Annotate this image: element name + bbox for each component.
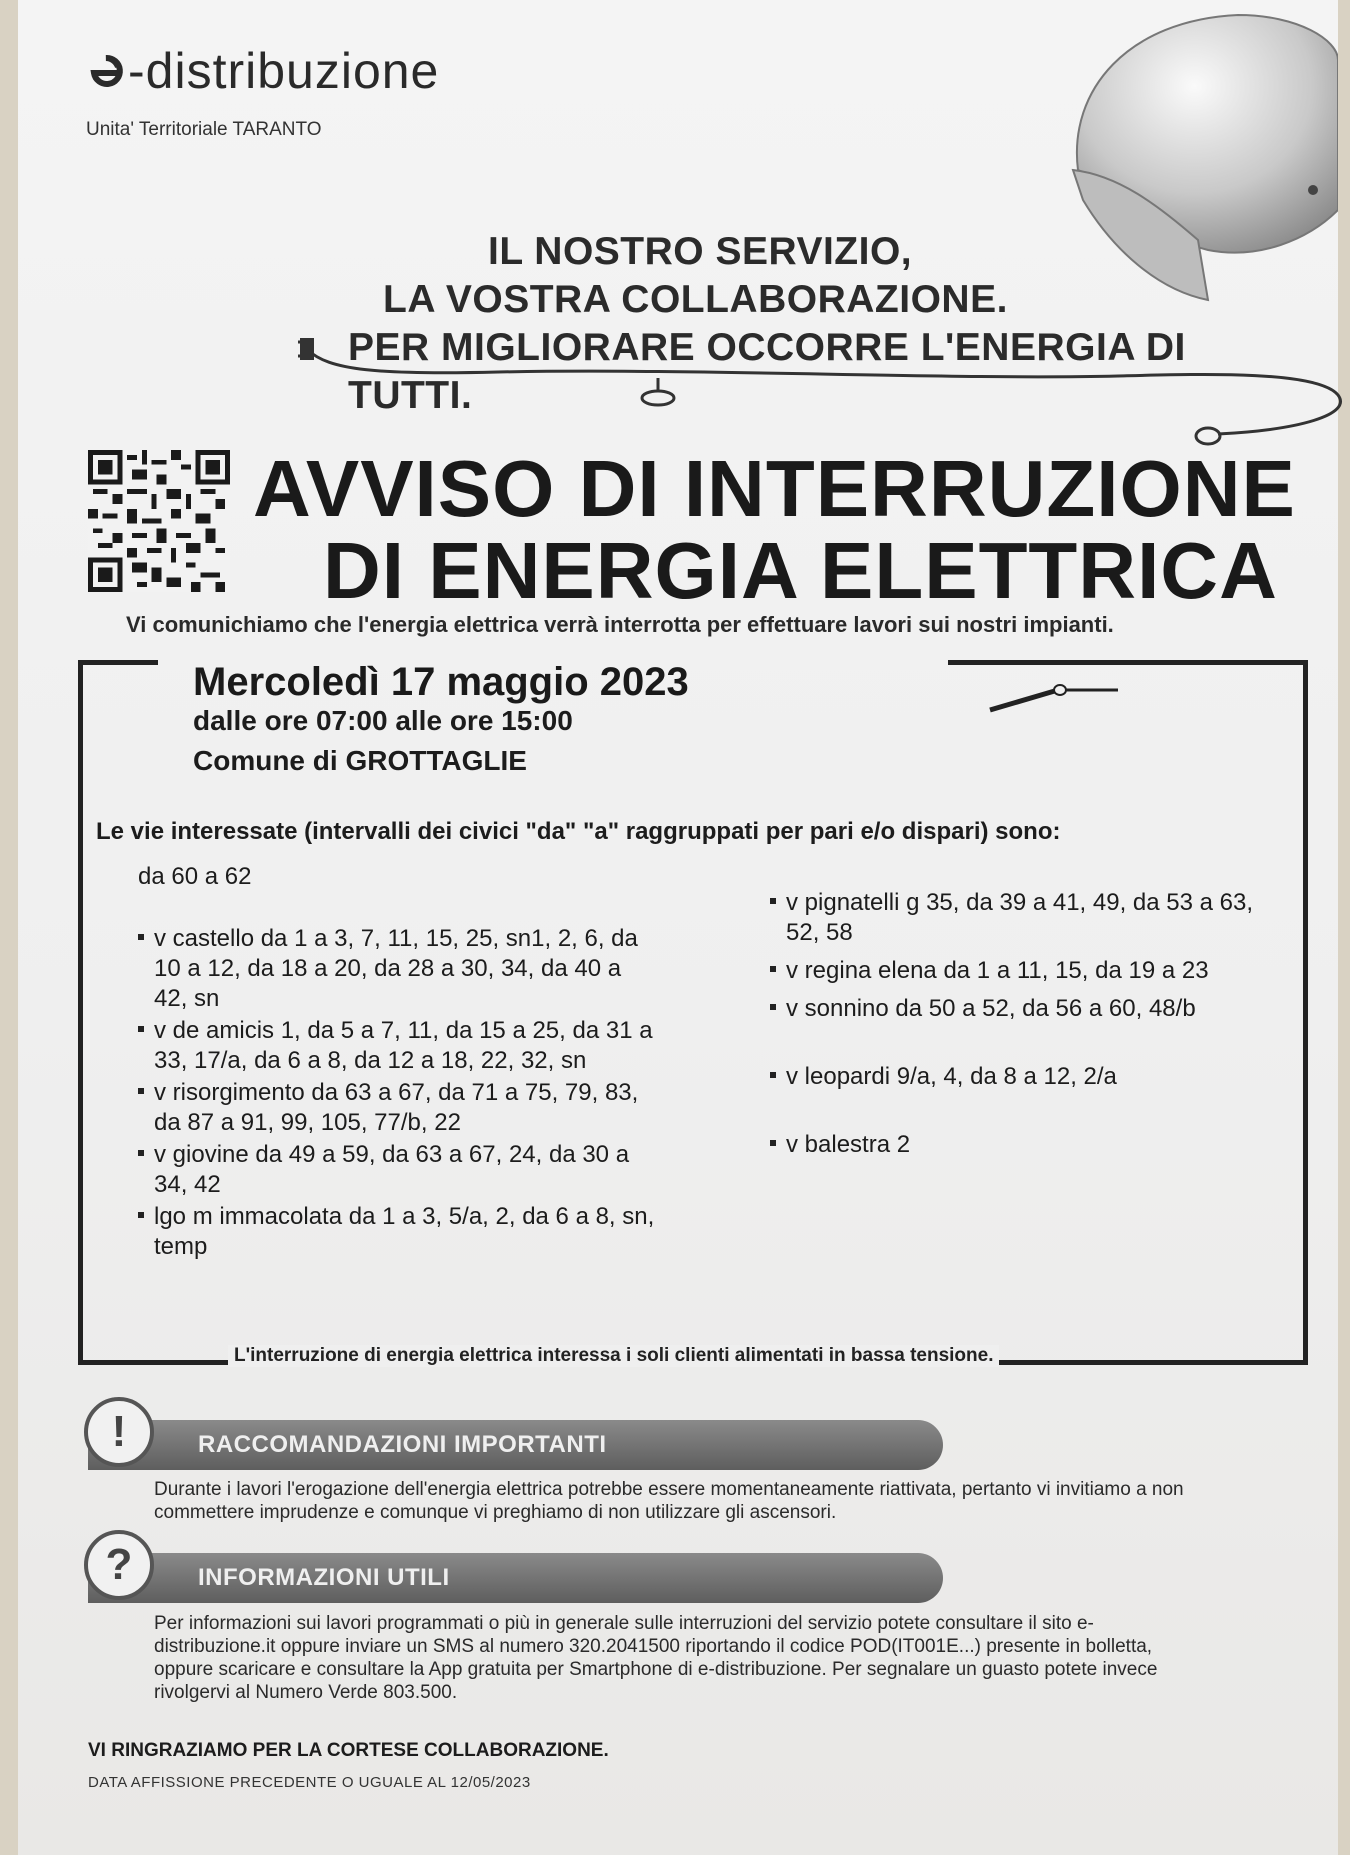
slogan-line-3: PER MIGLIORARE OCCORRE L'ENERGIA DI TUTTI.: [348, 326, 1186, 417]
streets-column-left: [138, 862, 658, 1264]
street-item: v balestra 2: [770, 1130, 1270, 1160]
recommendations-text: Durante i lavori l'erogazione dell'energia elettrica potrebbe essere momentaneamente riattivata, pertanto vi invitiamo a non commettere imprudenze e comunque vi preghiamo di non utilizzare gli ascensori.: [154, 1479, 1184, 1523]
info-title: INFORMAZIONI UTILI: [198, 1564, 450, 1591]
street-item: lgo m immacolata da 1 a 3, 5/a, 2, da 6 a 8, sn, temp: [138, 1202, 658, 1262]
thanks-text: VI RINGRAZIAMO PER LA CORTESE COLLABORAZIONE.: [88, 1740, 609, 1761]
brand-logo: [86, 42, 439, 100]
logo-e-icon: [86, 51, 126, 91]
slogan-line-1: IL NOSTRO SERVIZIO,: [488, 230, 913, 273]
brand-name: -distribuzione: [128, 43, 440, 99]
exclamation-icon: !: [84, 1397, 154, 1467]
comune: Comune di GROTTAGLIE: [193, 745, 527, 776]
interruption-hours: dalle ore 07:00 alle ore 15:00: [193, 705, 573, 736]
street-item: v risorgimento da 63 a 67, da 71 a 75, 79, 83, da 87 a 91, 99, 105, 77/b, 22: [138, 1078, 658, 1138]
street-item: v regina elena da 1 a 11, 15, da 19 a 23: [770, 956, 1270, 986]
intro-text: Vi comunichiamo che l'energia elettrica verrà interrotta per effettuare lavori sui nostri impianti.: [126, 612, 1114, 637]
notice-sheet: [18, 0, 1338, 1855]
territorial-unit: Unita' Territoriale TARANTO: [86, 119, 322, 140]
street-item: v castello da 1 a 3, 7, 11, 15, 25, sn1, 2, 6, da 10 a 12, da 18 a 20, da 28 a 30, 34, da 40 a 42, sn: [138, 924, 658, 1014]
posting-date: DATA AFFISSIONE PRECEDENTE O UGUALE AL 12/05/2023: [88, 1774, 531, 1791]
title-line-2: DI ENERGIA ELETTRICA: [323, 526, 1278, 615]
info-banner: [88, 1553, 943, 1603]
recommendations-banner: [88, 1420, 943, 1470]
plug-arm-icon: [988, 670, 1128, 720]
street-item: v giovine da 49 a 59, da 63 a 67, 24, da 30 a 34, 42: [138, 1140, 658, 1200]
street-continuation: da 60 a 62: [138, 863, 252, 890]
streets-heading: Le vie interessate (intervalli dei civici "da" "a" raggruppati per pari e/o dispari) sono:: [96, 818, 1061, 845]
page-title: [253, 444, 1350, 615]
cable-plug-icon: [298, 330, 1350, 460]
slogan-line-2: LA VOSTRA COLLABORAZIONE.: [383, 278, 1008, 321]
street-item: v leopardi 9/a, 4, da 8 a 12, 2/a: [770, 1062, 1270, 1092]
street-item: v pignatelli g 35, da 39 a 41, 49, da 53 a 63, 52, 58: [770, 888, 1270, 948]
question-icon: ?: [84, 1530, 154, 1600]
info-text: Per informazioni sui lavori programmati o più in generale sulle interruzioni del servizio potete consultare il sito e-distribuzione.it oppure inviare un SMS al numero 320.2041500 riportando il codice POD(IT001E...) presente in bolletta, oppure scaricare e consultare la App gratuita per Smartphone di e-distribuzione. Per segnalare un guasto potete invece rivolgervi al Numero Verde 803.500.: [154, 1613, 1158, 1703]
title-line-1: AVVISO DI INTERRUZIONE: [253, 444, 1296, 533]
street-item: v de amicis 1, da 5 a 7, 11, da 15 a 25, da 31 a 33, 17/a, da 6 a 8, da 12 a 18, 22, 32, sn: [138, 1016, 658, 1076]
streets-column-right: [770, 888, 1270, 1162]
recommendations-title: RACCOMANDAZIONI IMPORTANTI: [198, 1431, 607, 1458]
qr-code: [88, 450, 230, 592]
street-item: v sonnino da 50 a 52, da 56 a 60, 48/b: [770, 994, 1270, 1024]
low-voltage-note: L'interruzione di energia elettrica interessa i soli clienti alimentati in bassa tensione.: [228, 1345, 999, 1367]
interruption-date: Mercoledì 17 maggio 2023: [193, 660, 689, 704]
